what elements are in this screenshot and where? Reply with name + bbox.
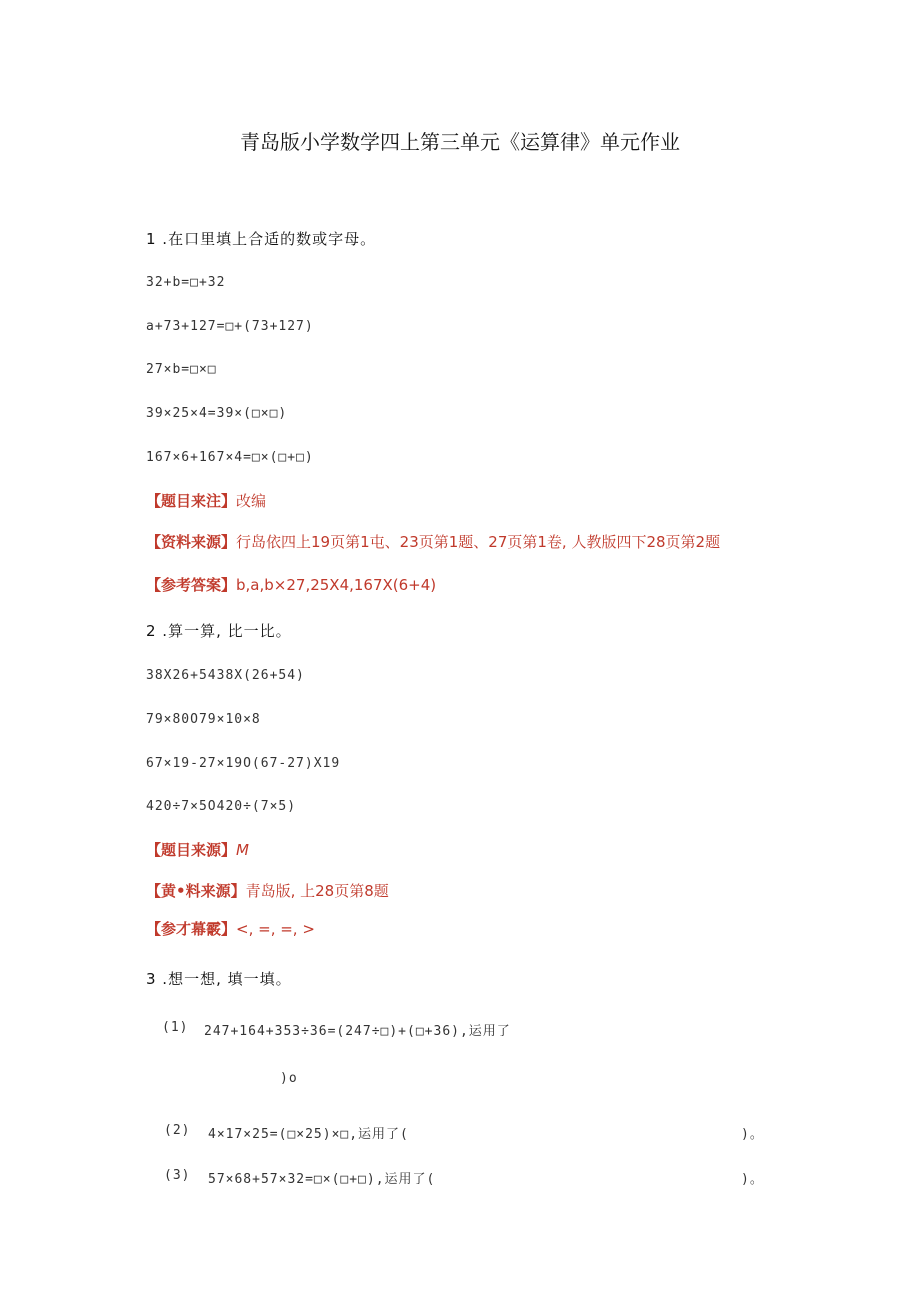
q3-item-1-number: (1) (162, 1020, 189, 1035)
q3-item-3-close: )。 (741, 1172, 764, 1187)
q1-line-4: 39×25×4=39×(□×□) (146, 406, 288, 421)
q1-line-2: a+73+127=□+(73+127) (146, 319, 314, 334)
q2-note-answer (146, 918, 315, 939)
note-value: <, =, =, > (236, 920, 315, 938)
note-value: 行岛依四上19页第1屯、23页第1题、27页第1卷, 人教版四下28页第2题 (236, 533, 721, 551)
q3-item-2-expression: 4×17×25=(□×25)×□,运用了( (208, 1127, 409, 1142)
note-tag: 【参考答案】 (146, 576, 237, 594)
q2-note-source (146, 839, 249, 860)
q3-item-3-number: (3) (164, 1168, 191, 1183)
q1-line-3: 27×b=□×□ (146, 362, 217, 377)
q2-line-4: 420÷7×5O420÷(7×5) (146, 799, 297, 814)
q3-item-3-expression: 57×68+57×32=□×(□+□),运用了( (208, 1172, 436, 1187)
q2-line-2: 79×80O79×10×8 (146, 712, 261, 727)
q1-note-answer (146, 574, 436, 595)
q3-item-1-tail: )o (280, 1071, 298, 1086)
page-title: 青岛版小学数学四上第三单元《运算律》单元作业 (240, 130, 680, 154)
note-tag: 【资料来源】 (146, 533, 237, 551)
question-3-stem: 3 .想一想, 填一填。 (146, 970, 292, 988)
q1-note-material (146, 531, 720, 552)
note-value: 改编 (236, 492, 267, 510)
q2-line-3: 67×19-27×19O(67-27)X19 (146, 756, 341, 771)
q3-item-2-close: )。 (741, 1127, 764, 1142)
note-tag: 【参才幕霰】 (146, 920, 237, 938)
question-1-stem: 1 .在口里填上合适的数或字母。 (146, 230, 377, 248)
q3-item-1-expression: 247+164+353÷36=(247÷□)+(□+36),运用了 (204, 1024, 511, 1039)
note-value: b,a,b×27,25X4,167X(6+4) (236, 576, 437, 594)
q3-item-2-number: (2) (164, 1123, 191, 1138)
q2-line-1: 38X26+5438X(26+54) (146, 668, 305, 683)
note-value: M (236, 841, 249, 859)
q1-line-5: 167×6+167×4=□×(□+□) (146, 450, 314, 465)
q1-line-1: 32+b=□+32 (146, 275, 226, 290)
note-value: 青岛版, 上28页第8题 (245, 882, 389, 900)
q1-note-source (146, 490, 266, 511)
note-tag: 【题目来源】 (146, 841, 237, 859)
note-tag: 【黄•料来源】 (146, 882, 246, 900)
note-tag: 【题目来注】 (146, 492, 237, 510)
q2-note-material (146, 880, 389, 901)
question-2-stem: 2 .算一算, 比一比。 (146, 622, 292, 640)
